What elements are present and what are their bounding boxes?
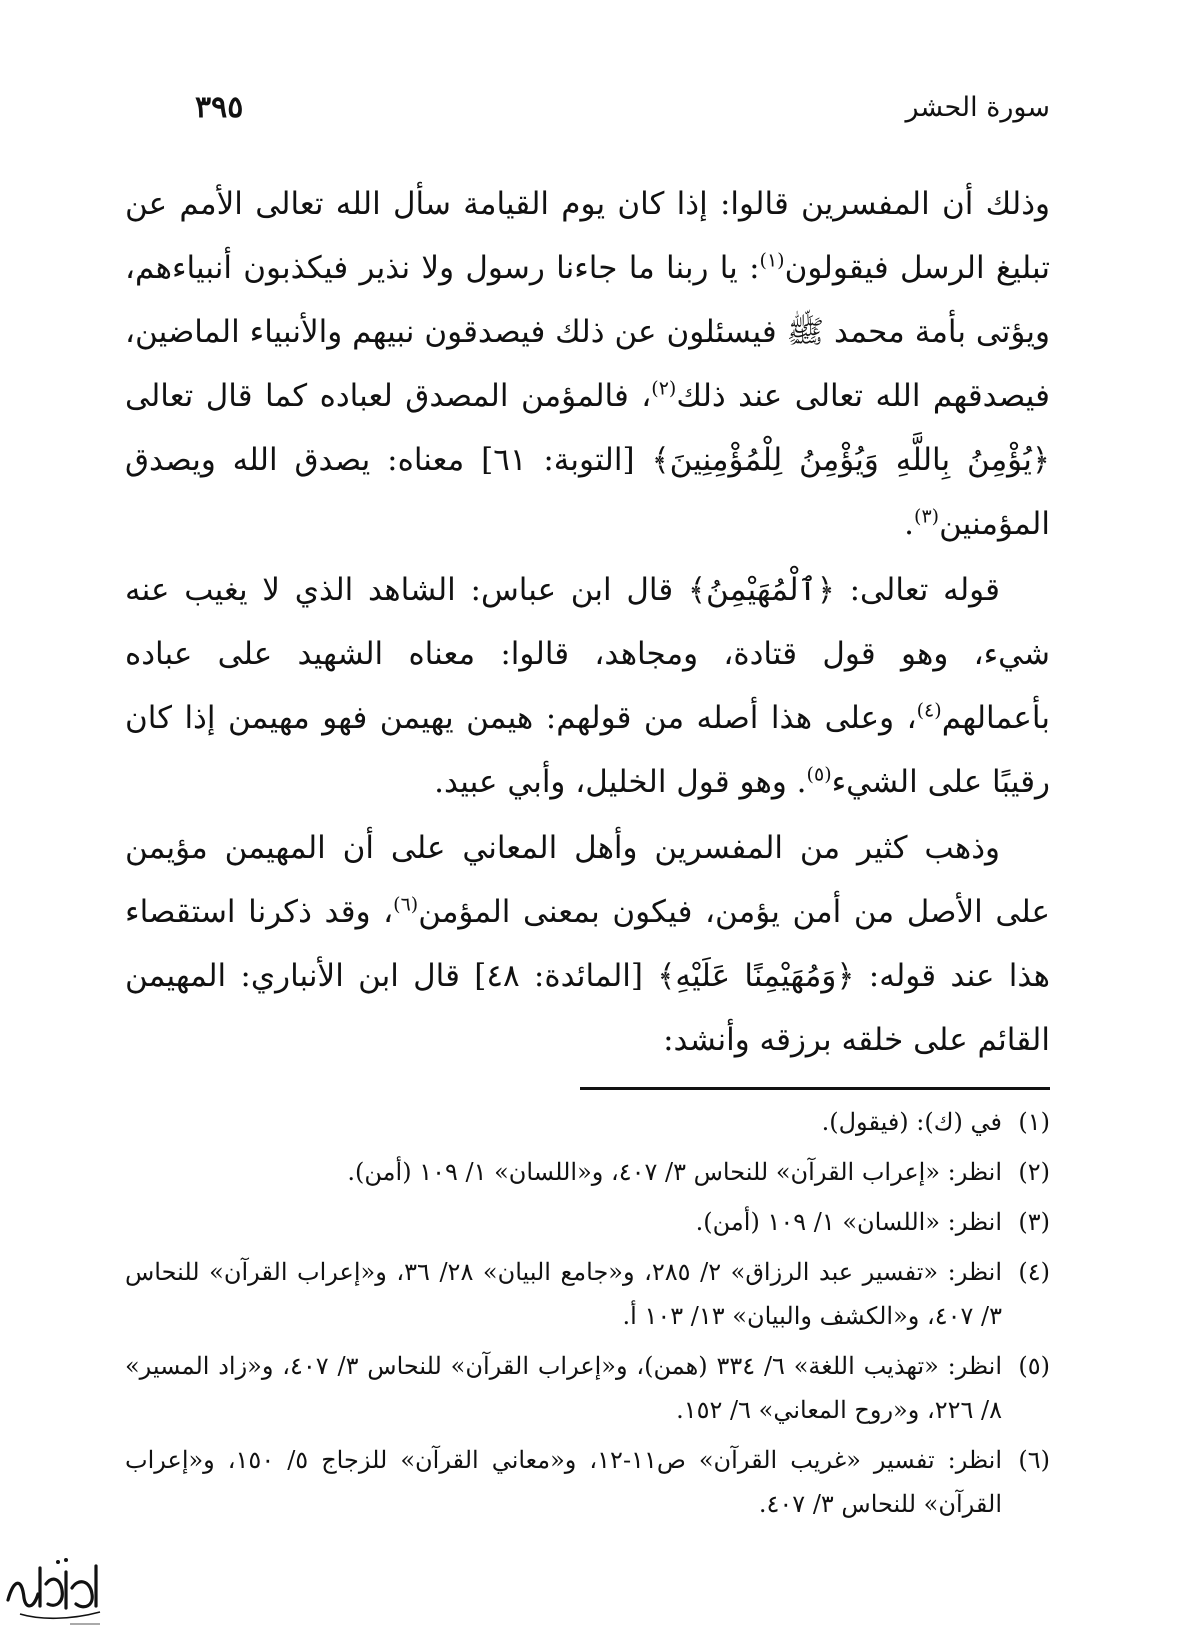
footnote-number: (١): [1018, 1108, 1050, 1136]
footnote-item: [125, 1200, 1050, 1244]
footnote-divider: [580, 1087, 1050, 1090]
footnote-ref-3: (٣): [914, 505, 940, 528]
footnote-number: (٦): [1018, 1446, 1050, 1474]
footnote-text: انظر: «تهذيب اللغة» ٦/ ٣٣٤ (همن)، و«إعراب القرآن» للنحاس ٣/ ٤٠٧، و«زاد المسير» ٨/ ٢٢٦، و«روح المعاني» ٦/ ١٥٢.: [125, 1352, 1003, 1424]
footnote-ref-5: (٥): [806, 763, 832, 786]
main-text: [125, 172, 1050, 1074]
footnote-number: (٤): [1018, 1258, 1050, 1286]
footnotes: [125, 1100, 1050, 1532]
footnote-number: (٥): [1018, 1352, 1050, 1380]
footnote-ref-4: (٤): [916, 699, 942, 722]
footnote-text: انظر: تفسير «غريب القرآن» ص١١-١٢، و«معاني القرآن» للزجاج ٥/ ١٥٠، و«إعراب القرآن» للنحاس ٣/ ٤٠٧.: [125, 1446, 1003, 1518]
footnote-text: في (ك): (فيقول).: [821, 1108, 1002, 1136]
page-header: [195, 88, 1050, 138]
footnote-text: انظر: «اللسان» ١/ ١٠٩ (أمن).: [695, 1208, 1002, 1236]
footnote-item: [125, 1438, 1050, 1526]
page-number: ٣٩٥: [195, 90, 244, 125]
surah-title: سورة الحشر: [905, 92, 1050, 123]
footnote-item: [125, 1100, 1050, 1144]
footnote-number: (٣): [1018, 1208, 1050, 1236]
footnote-ref-6: (٦): [393, 893, 419, 916]
paragraph-1: وذلك أن المفسرين قالوا: إذا كان يوم القيامة سأل الله تعالى الأمم عن تبليغ الرسل فيقولون$^{(١)}$: يا ربنا ما جاءنا رسول ولا نذير فيكذبون أنبياءهم، ويؤتى بأمة محمد ﷺ فيسئلون عن ذلك فيصدقون نبيهم والأنبياء الماضين، فيصدقهم الله تعالى عند ذلك$^{(٢)}$، فالمؤمن المصدق لعباده كما قال تعالى ﴿يُؤْمِنُ بِاللَّهِ وَيُؤْمِنُ لِلْمُؤْمِنِينَ﴾ [التوبة: ٦١] معناه: يصدق الله ويصدق المؤمنين$^{(٣)}$.: [125, 186, 1050, 542]
paragraph-3: وذهب كثير من المفسرين وأهل المعاني على أن المهيمن مؤيمن على الأصل من أمن يؤمن، فيكون بمعنى المؤمن$^{(٦)}$، وقد ذكرنا استقصاء هذا عند قوله: ﴿وَمُهَيْمِنًا عَلَيْهِ﴾ [المائدة: ٤٨] قال ابن الأنباري: المهيمن القائم على خلقه برزقه وأنشد:: [125, 830, 1050, 1058]
footnote-text: انظر: «تفسير عبد الرزاق» ٢/ ٢٨٥، و«جامع البيان» ٢٨/ ٣٦، و«إعراب القرآن» للنحاس ٣/ ٤٠٧، و«الكشف والبيان» ١٣/ ١٠٣ أ.: [125, 1258, 1002, 1330]
footnote-item: [125, 1344, 1050, 1432]
footnote-text: انظر: «إعراب القرآن» للنحاس ٣/ ٤٠٧، و«اللسان» ١/ ١٠٩ (أمن).: [347, 1158, 1002, 1186]
paragraph-2: قوله تعالى: ﴿ٱلْمُهَيْمِنُ﴾ قال ابن عباس: الشاهد الذي لا يغيب عنه شيء، وهو قول قتادة، ومجاهد، قالوا: معناه الشهيد على عباده بأعمالهم$^{(٤)}$، وعلى هذا أصله من قولهم: هيمن يهيمن فهو مهيمن إذا كان رقيبًا على الشيء$^{(٥)}$. وهو قول الخليل، وأبي عبيد.: [125, 572, 1050, 800]
footnote-item: [125, 1150, 1050, 1194]
footnote-number: (٢): [1018, 1158, 1050, 1186]
footnote-item: [125, 1250, 1050, 1338]
footnote-ref-2: (٢): [651, 377, 677, 400]
publisher-logo-icon: [0, 1548, 110, 1638]
footnote-ref-1: (١): [759, 249, 785, 272]
